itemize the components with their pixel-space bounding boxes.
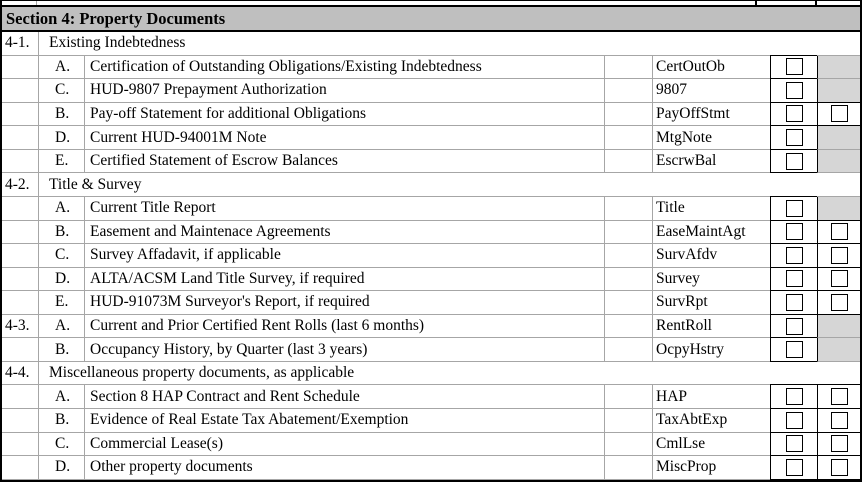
checkbox[interactable]: [786, 294, 803, 311]
checkbox[interactable]: [831, 412, 848, 429]
doc-code-cell: EaseMaintAgt: [652, 221, 770, 245]
doc-code-cell: HAP: [652, 385, 770, 409]
spacer-cell: [604, 126, 652, 150]
checkbox[interactable]: [786, 105, 803, 122]
document-row: [2, 291, 860, 315]
item-number-cell: [2, 56, 38, 80]
checkbox-cell-primary: [770, 196, 817, 221]
spacer-cell: [604, 150, 652, 174]
section-header: [2, 5, 860, 32]
item-number-cell: 4-2.: [2, 173, 38, 197]
checkbox-cell-primary: [770, 268, 817, 292]
doc-code-cell: SurvRpt: [652, 291, 770, 315]
spacer-cell: [604, 433, 652, 457]
item-description-cell: Commercial Lease(s): [84, 433, 604, 457]
checkbox-cell-disabled: [817, 315, 860, 339]
checkbox-cell-primary: [770, 126, 817, 150]
doc-code-cell: CertOutOb: [652, 56, 770, 80]
item-number-cell: [2, 456, 38, 480]
item-number-cell: 4-4.: [2, 362, 38, 386]
item-letter-cell: E.: [38, 291, 84, 315]
spacer-cell: [604, 268, 652, 292]
item-letter-cell: A.: [38, 385, 84, 409]
spacer-cell: [604, 221, 652, 245]
item-number-cell: [2, 291, 38, 315]
checkbox[interactable]: [831, 294, 848, 311]
item-letter-cell: A.: [38, 56, 84, 80]
document-row: [2, 268, 860, 292]
group-header-row: [2, 362, 860, 386]
group-title-cell: Miscellaneous property documents, as applicable: [38, 362, 860, 386]
item-description-cell: Section 8 HAP Contract and Rent Schedule: [84, 385, 604, 409]
checkbox-cell-disabled: [817, 197, 860, 221]
item-description-cell: Occupancy History, by Quarter (last 3 years): [84, 338, 604, 362]
item-number-cell: [2, 197, 38, 221]
checkbox-cell-disabled: [817, 338, 860, 362]
checkbox-cell-primary: [770, 221, 817, 245]
group-header-row: [2, 173, 860, 197]
spacer-cell: [604, 315, 652, 339]
checkbox-cell-primary: [770, 384, 817, 409]
doc-code-cell: CmlLse: [652, 433, 770, 457]
checkbox-cell-secondary: [817, 433, 860, 457]
checkbox-cell-primary: [770, 55, 817, 80]
item-description-cell: Evidence of Real Estate Tax Abatement/Exemption: [84, 409, 604, 433]
checkbox-cell-secondary: [817, 291, 860, 315]
checkbox-cell-secondary: [817, 244, 860, 268]
item-description-cell: Certified Statement of Escrow Balances: [84, 150, 604, 174]
item-number-cell: [2, 385, 38, 409]
item-description-cell: Pay-off Statement for additional Obligations: [84, 103, 604, 127]
checkbox-cell-primary: [770, 433, 817, 457]
item-description-cell: Current and Prior Certified Rent Rolls (last 6 months): [84, 315, 604, 339]
item-number-cell: [2, 338, 38, 362]
checkbox[interactable]: [786, 388, 803, 405]
checkbox-cell-primary: [770, 79, 817, 103]
document-row: [2, 433, 860, 457]
checkbox-cell-primary: [770, 315, 817, 339]
item-description-cell: Certification of Outstanding Obligations/Existing Indebtedness: [84, 56, 604, 80]
checkbox-cell-primary: [770, 409, 817, 433]
document-row: [2, 79, 860, 103]
spacer-cell: [604, 291, 652, 315]
spacer-cell: [604, 456, 652, 480]
spacer-cell: [604, 409, 652, 433]
doc-code-cell: MiscProp: [652, 456, 770, 480]
checkbox-cell-disabled: [817, 150, 860, 174]
document-row: [2, 338, 860, 362]
checkbox[interactable]: [786, 270, 803, 287]
doc-code-cell: PayOffStmt: [652, 103, 770, 127]
checkbox[interactable]: [831, 459, 848, 476]
spacer-cell: [604, 79, 652, 103]
document-row: [2, 197, 860, 221]
item-letter-cell: D.: [38, 268, 84, 292]
checkbox-cell-primary: [770, 291, 817, 315]
item-letter-cell: A.: [38, 315, 84, 339]
item-letter-cell: D.: [38, 456, 84, 480]
checkbox-cell-secondary: [817, 456, 860, 480]
checkbox-cell-primary: [770, 244, 817, 268]
checkbox[interactable]: [831, 435, 848, 452]
checkbox[interactable]: [831, 270, 848, 287]
checkbox[interactable]: [786, 412, 803, 429]
checkbox-cell-secondary: [817, 102, 860, 127]
item-number-cell: 4-3.: [2, 315, 38, 339]
checkbox[interactable]: [786, 153, 803, 170]
checkbox[interactable]: [786, 58, 803, 75]
doc-code-cell: 9807: [652, 79, 770, 103]
checkbox[interactable]: [831, 105, 848, 122]
checkbox[interactable]: [831, 247, 848, 264]
document-row: [2, 456, 860, 480]
item-letter-cell: E.: [38, 150, 84, 174]
item-letter-cell: C.: [38, 244, 84, 268]
item-description-cell: HUD-9807 Prepayment Authorization: [84, 79, 604, 103]
checkbox-cell-disabled: [817, 126, 860, 150]
spacer-cell: [604, 244, 652, 268]
top-partial-row: [2, 1, 860, 5]
document-row: [2, 221, 860, 245]
doc-code-cell: EscrwBal: [652, 150, 770, 174]
checkbox[interactable]: [786, 82, 803, 99]
spacer-cell: [604, 103, 652, 127]
item-description-cell: Survey Affadavit, if applicable: [84, 244, 604, 268]
checkbox[interactable]: [831, 223, 848, 240]
item-number-cell: 4-1.: [2, 32, 38, 56]
gridline-tick: [755, 1, 757, 5]
item-letter-cell: C.: [38, 79, 84, 103]
checkbox[interactable]: [786, 341, 803, 358]
item-description-cell: Other property documents: [84, 456, 604, 480]
doc-code-cell: Survey: [652, 268, 770, 292]
checkbox-cell-secondary: [817, 409, 860, 433]
group-title-cell: Title & Survey: [38, 173, 860, 197]
checkbox[interactable]: [786, 435, 803, 452]
checkbox[interactable]: [831, 388, 848, 405]
item-letter-cell: B.: [38, 221, 84, 245]
item-number-cell: [2, 221, 38, 245]
doc-code-cell: OcpyHstry: [652, 338, 770, 362]
checkbox-cell-disabled: [817, 79, 860, 103]
doc-code-cell: Title: [652, 197, 770, 221]
checkbox-cell-primary: [770, 338, 817, 362]
checkbox-cell-primary: [770, 103, 817, 127]
checkbox[interactable]: [786, 247, 803, 264]
checkbox-cell-primary: [770, 150, 817, 174]
item-letter-cell: A.: [38, 197, 84, 221]
spacer-cell: [604, 385, 652, 409]
item-letter-cell: B.: [38, 338, 84, 362]
doc-code-cell: SurvAfdv: [652, 244, 770, 268]
doc-code-cell: MtgNote: [652, 126, 770, 150]
spacer-cell: [604, 56, 652, 80]
item-description-cell: ALTA/ACSM Land Title Survey, if required: [84, 268, 604, 292]
item-number-cell: [2, 433, 38, 457]
checkbox[interactable]: [786, 318, 803, 335]
item-number-cell: [2, 79, 38, 103]
checkbox-cell-secondary: [817, 384, 860, 409]
item-number-cell: [2, 150, 38, 174]
checkbox-cell-primary: [770, 456, 817, 480]
item-description-cell: Easement and Maintenace Agreements: [84, 221, 604, 245]
gridline-tick: [815, 1, 817, 5]
checkbox-cell-disabled: [817, 56, 860, 80]
document-row: [2, 244, 860, 268]
document-row: [2, 315, 860, 339]
checkbox[interactable]: [786, 200, 803, 217]
gridline-tick: [36, 1, 37, 5]
checkbox-cell-secondary: [817, 268, 860, 292]
group-header-row: [2, 32, 860, 56]
document-row: [2, 56, 860, 80]
item-number-cell: [2, 244, 38, 268]
doc-code-cell: TaxAbtExp: [652, 409, 770, 433]
item-letter-cell: B.: [38, 409, 84, 433]
item-letter-cell: B.: [38, 103, 84, 127]
checkbox[interactable]: [786, 459, 803, 476]
document-row: [2, 150, 860, 174]
item-number-cell: [2, 103, 38, 127]
item-number-cell: [2, 268, 38, 292]
item-number-cell: [2, 126, 38, 150]
item-letter-cell: C.: [38, 433, 84, 457]
checkbox-cell-secondary: [817, 220, 860, 245]
document-row: [2, 409, 860, 433]
checkbox[interactable]: [786, 129, 803, 146]
doc-code-cell: RentRoll: [652, 315, 770, 339]
item-letter-cell: D.: [38, 126, 84, 150]
item-description-cell: Current Title Report: [84, 197, 604, 221]
section-title: Section 4: Property Documents: [6, 8, 226, 28]
document-row: [2, 385, 860, 409]
item-description-cell: HUD-91073M Surveyor's Report, if required: [84, 291, 604, 315]
document-row: [2, 103, 860, 127]
item-description-cell: Current HUD-94001M Note: [84, 126, 604, 150]
document-row: [2, 126, 860, 150]
checkbox[interactable]: [786, 223, 803, 240]
document-rows: [2, 32, 860, 480]
spacer-cell: [604, 197, 652, 221]
item-number-cell: [2, 409, 38, 433]
group-title-cell: Existing Indebtedness: [38, 32, 860, 56]
spacer-cell: [604, 338, 652, 362]
